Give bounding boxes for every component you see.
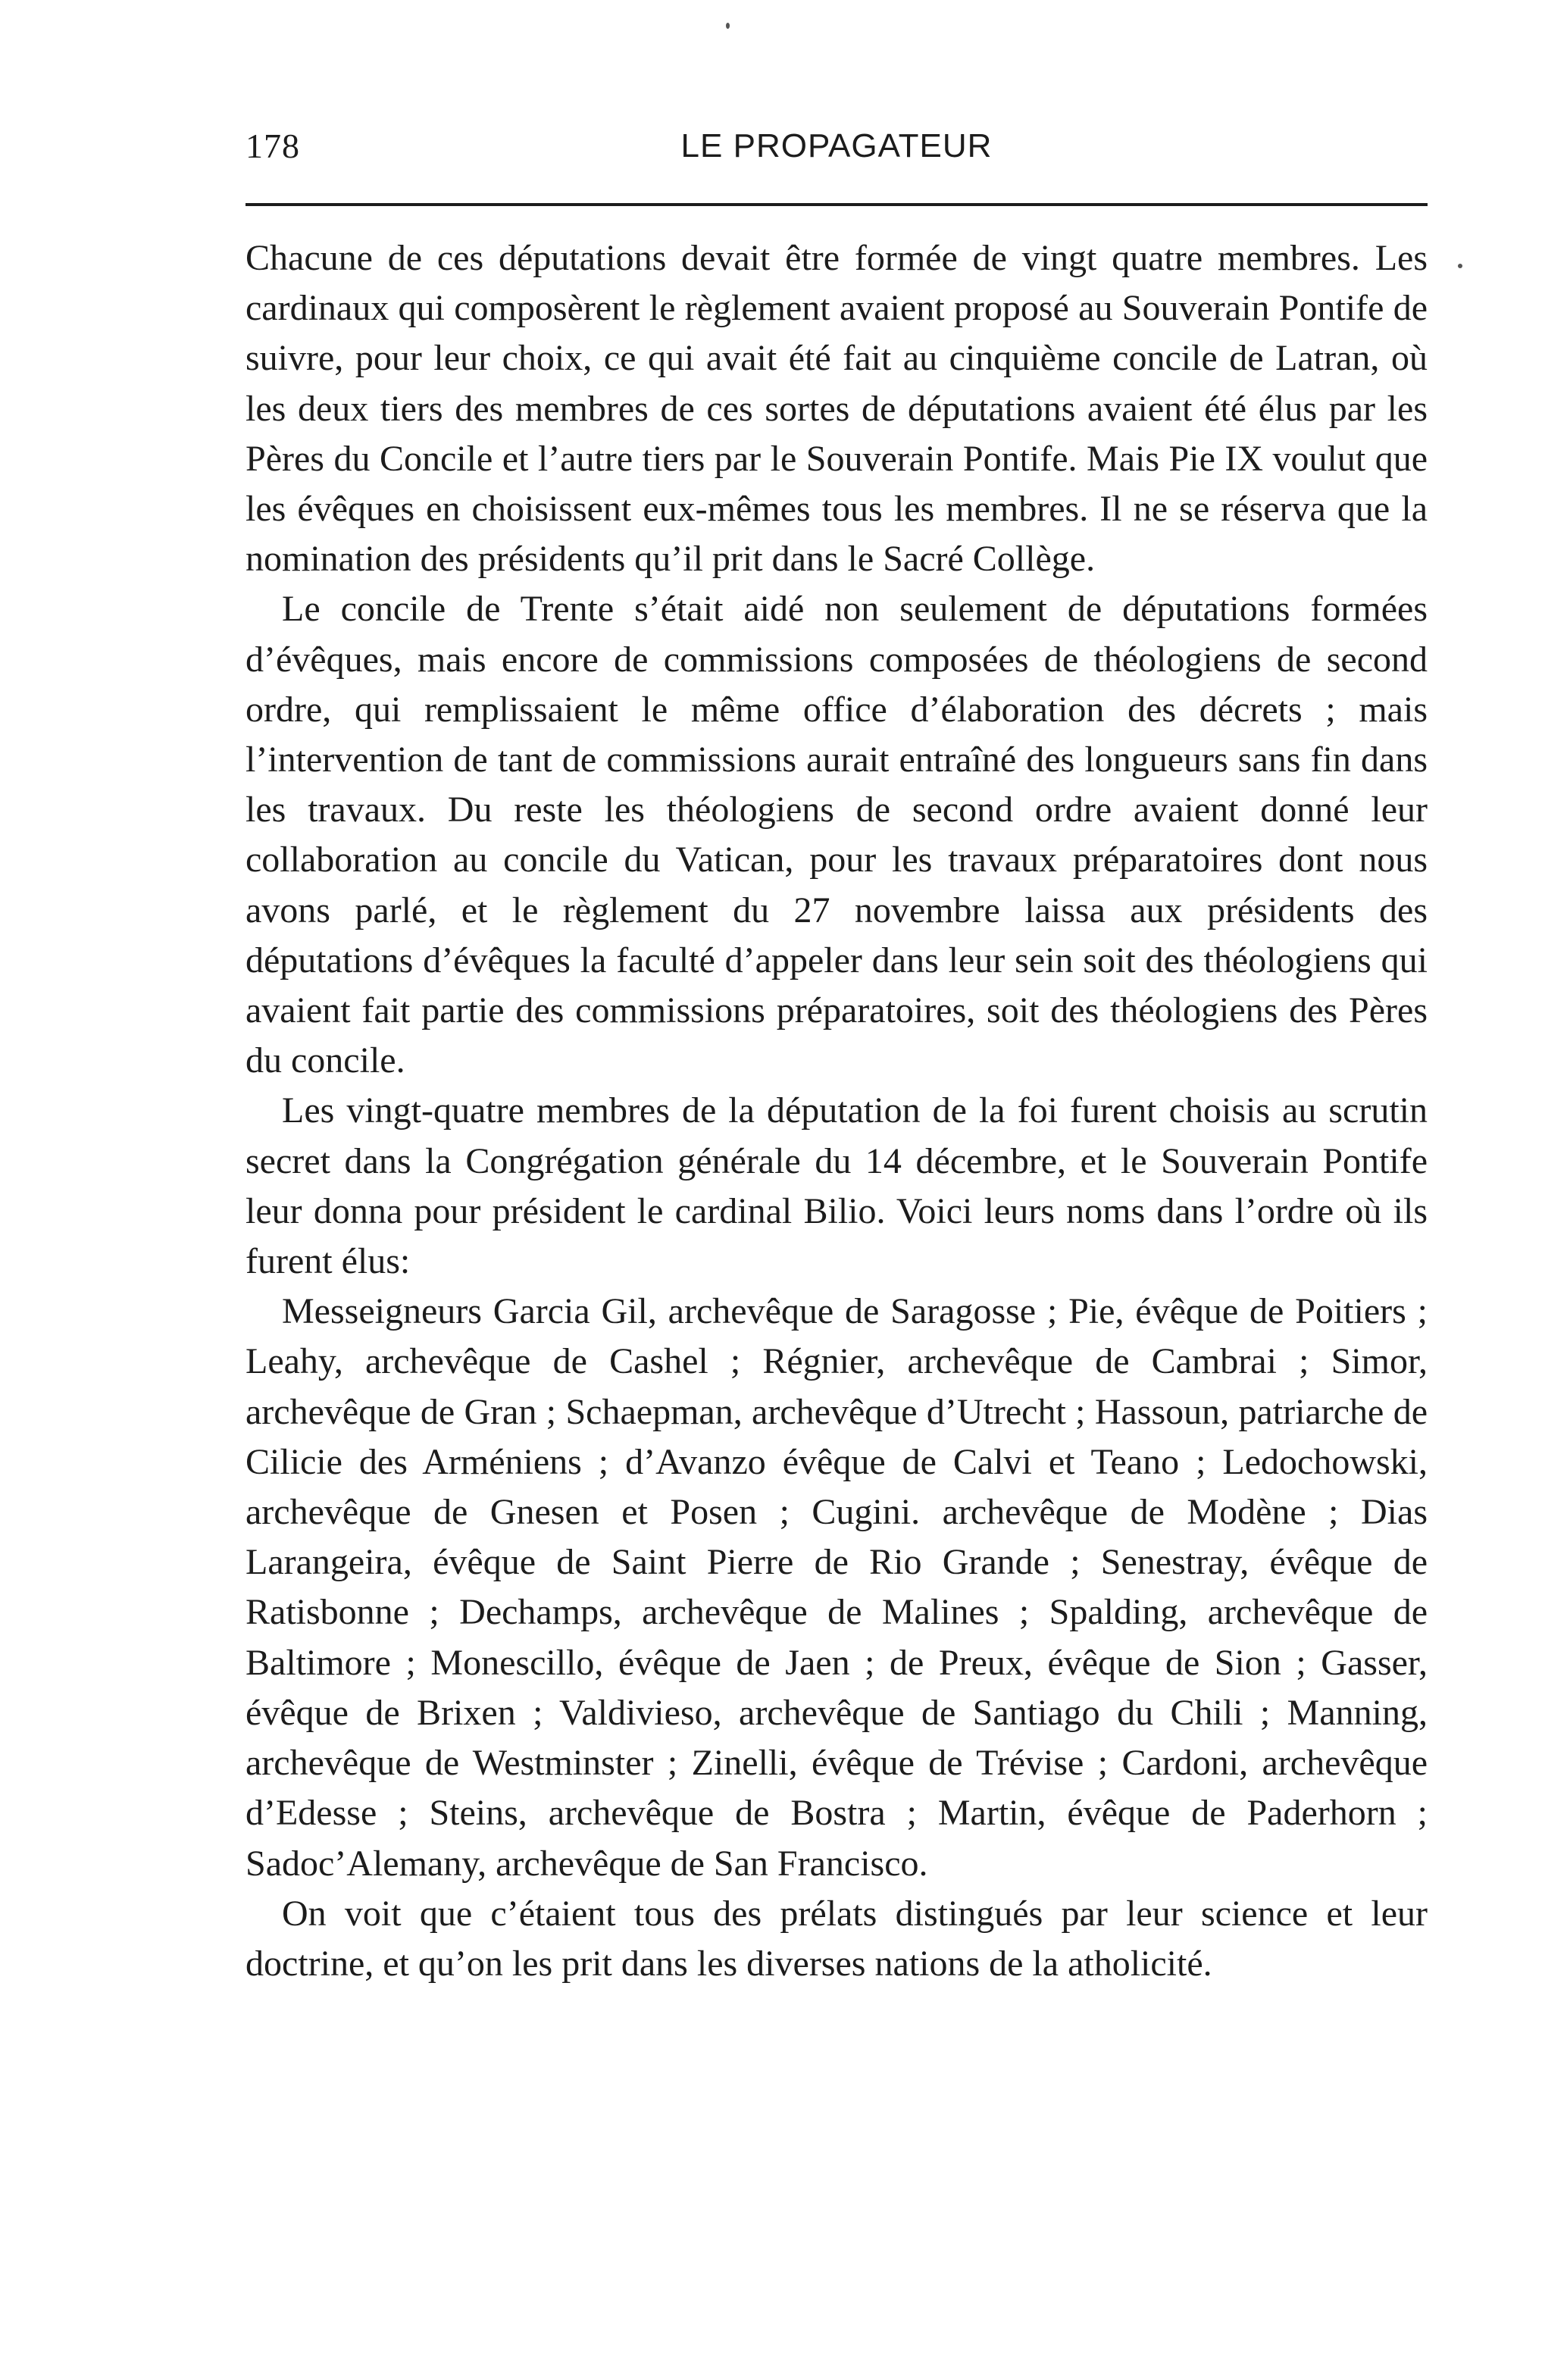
- page-header: [246, 120, 1428, 173]
- body-text: [246, 233, 1428, 1989]
- print-speck: [726, 23, 730, 29]
- print-speck: [1458, 264, 1462, 268]
- paragraph-conclusion: On voit que c’étaient tous des prélats distingués par leur science et leur doctrine, et qu’on les prit dans les diverses nations de la atholicité.: [246, 1893, 1428, 1984]
- paragraph-deputations: Chacune de ces députations devait être formée de vingt quatre membres. Les cardinaux qui composèrent le règlement avaient proposé au Souverain Pontife de suivre, pour leur choix, ce qui avait été fait au cinquième concile de Latran, où les deux tiers des membres de ces sortes de députations avaient été élus par les Pères du Concile et l’autre tiers par le Souverain Pontife. Mais Pie IX voulut que les évêques en choisissent eux-mêmes tous les membres. Il ne se réserva que la nomination des présidents qu’il prit dans le Sacré Collège.: [246, 238, 1428, 580]
- paragraph-deputation-foi: Les vingt-quatre membres de la députation de la foi furent choisis au scrutin secret dans la Congrégation générale du 14 décembre, et le Souverain Pontife leur donna pour président le cardinal Bilio. Voici leurs noms dans l’ordre où ils furent élus:: [246, 1090, 1428, 1282]
- header-rule: [246, 203, 1428, 206]
- page-number: 178: [246, 127, 300, 165]
- running-title: LE PROPAGATEUR: [680, 127, 993, 164]
- paragraph-names-list: Messeigneurs Garcia Gil, archevêque de Saragosse ; Pie, évêque de Poitiers ; Leahy, archevêque de Cashel ; Régnier, archevêque de Cambrai ; Simor, archevêque de Gran ; Schaepman, archevêque d’Utrecht ; Hassoun, patriarche de Cilicie des Arméniens ; d’Avanzo évêque de Calvi et Teano ; Ledochowski, archevêque de Gnesen et Posen ; Cugini. archevêque de Modène ; Dias Larangeira, évêque de Saint Pierre de Rio Grande ; Senestray, évêque de Ratisbonne ; Dechamps, archevêque de Malines ; Spalding, archevêque de Baltimore ; Monescillo, évêque de Jaen ; de Preux, évêque de Sion ; Gasser, évêque de Brixen ; Valdivieso, archevêque de Santiago du Chili ; Manning, archevêque de Westminster ; Zinelli, évêque de Trévise ; Cardoni, archevêque d’Edesse ; Steins, archevêque de Bostra ; Martin, évêque de Paderhorn ; Sadoc’Alemany, archevêque de San Francisco.: [246, 1291, 1428, 1884]
- paragraph-trente: Le concile de Trente s’était aidé non seulement de députations formées d’évêques, mais encore de commissions composées de théologiens de second ordre, qui remplissaient le même office d’élaboration des décrets ; mais l’intervention de tant de commissions aurait entraîné des longueurs sans fin dans les travaux. Du reste les théologiens de second ordre avaient donné leur collaboration au concile du Vatican, pour les travaux préparatoires dont nous avons parlé, et le règlement du 27 novembre laissa aux présidents des députations d’évêques la faculté d’appeler dans leur sein soit des théologiens qui avaient fait partie des commissions préparatoires, soit des théologiens des Pères du concile.: [246, 589, 1428, 1081]
